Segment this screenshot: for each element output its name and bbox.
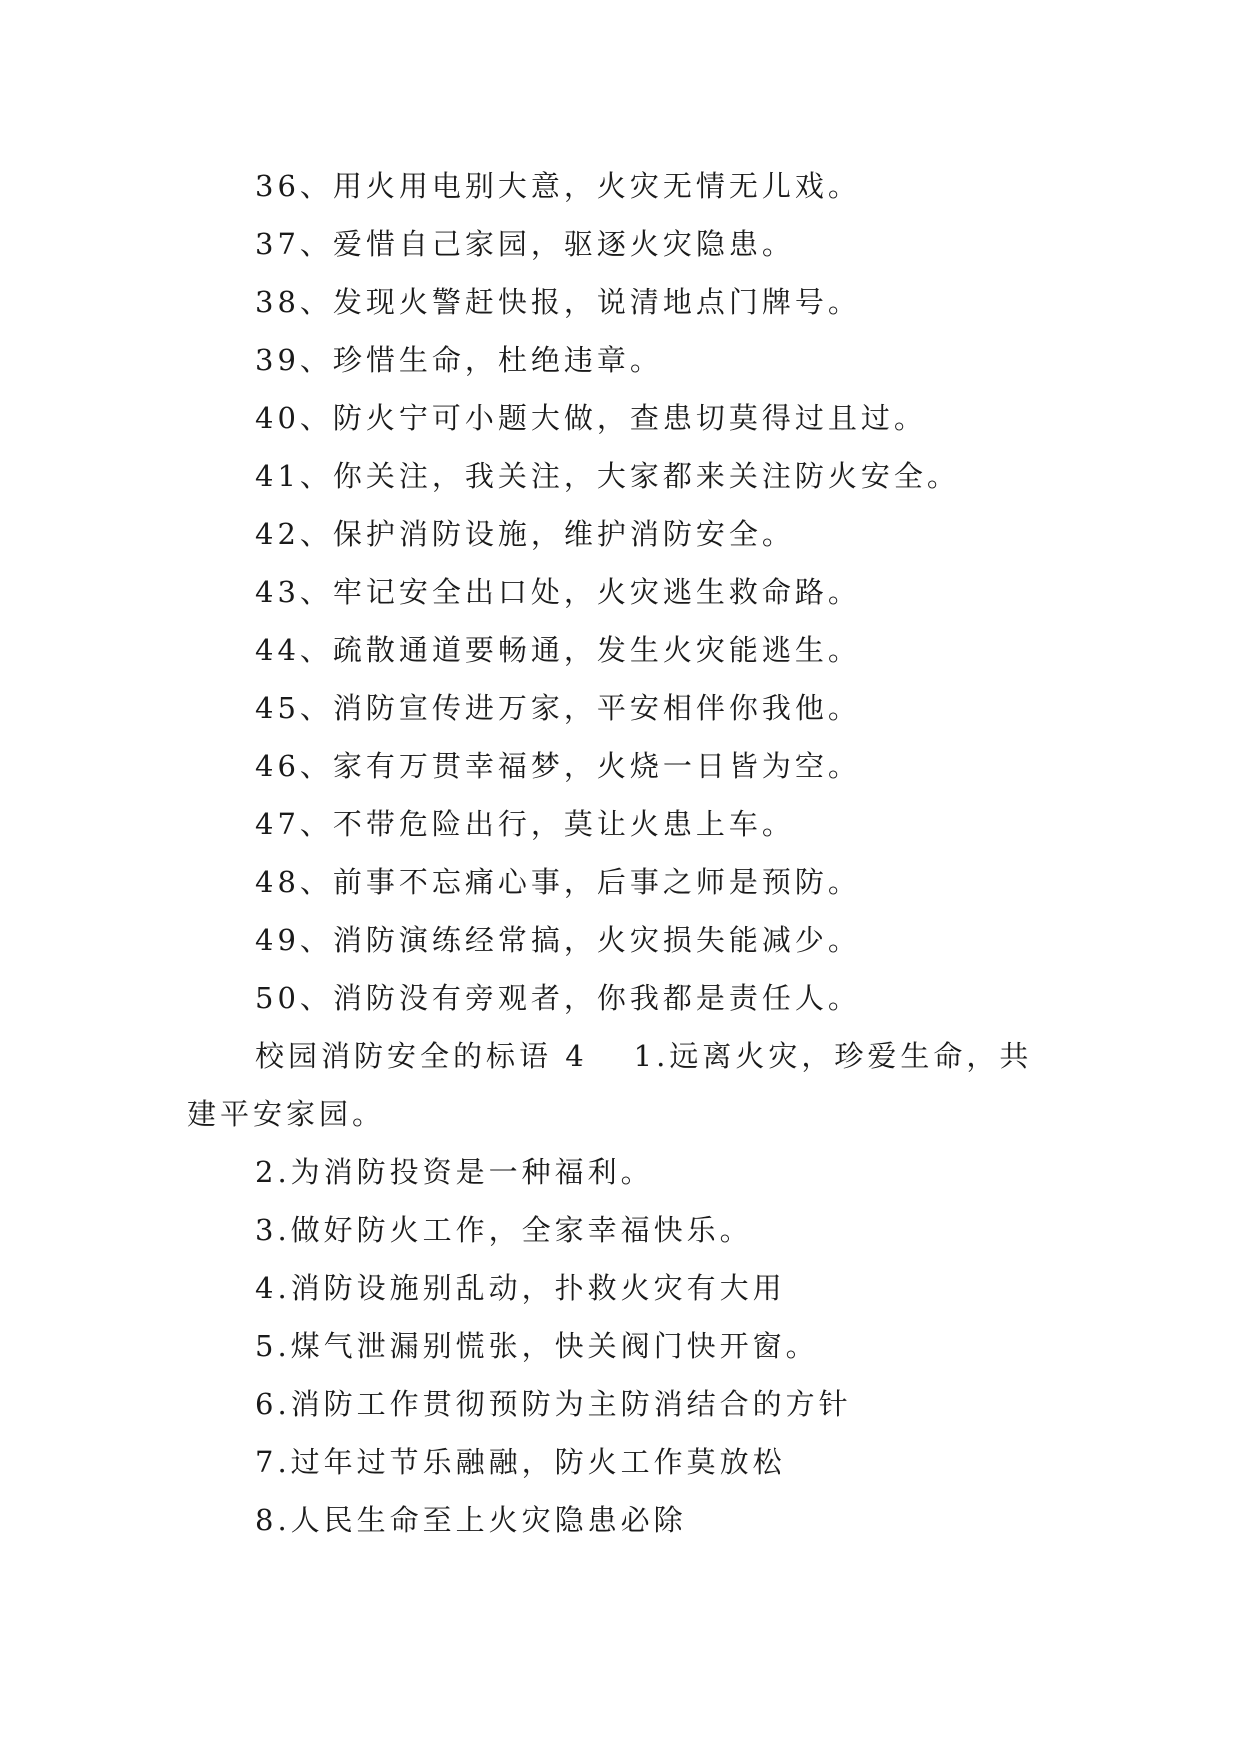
slogan-line: 4.消防设施别乱动，扑救火灾有大用: [255, 1271, 786, 1305]
slogan-line: 2.为消防投资是一种福利。: [255, 1155, 654, 1189]
slogan-line: 45、消防宣传进万家，平安相伴你我他。: [255, 691, 861, 725]
section-first-item: 1.远离火灾，珍爱生命，共: [633, 1039, 1033, 1073]
slogan-line: 49、消防演练经常搞，火灾损失能减少。: [255, 923, 861, 957]
slogan-line: 38、发现火警赶快报，说清地点门牌号。: [255, 285, 861, 319]
slogan-line: 3.做好防火工作，全家幸福快乐。: [255, 1213, 753, 1247]
slogan-line: 44、疏散通道要畅通，发生火灾能逃生。: [255, 633, 861, 667]
slogan-line: 5.煤气泄漏别慌张，快关阀门快开窗。: [255, 1329, 819, 1363]
slogan-line: 37、爱惜自己家园，驱逐火灾隐患。: [255, 227, 795, 261]
slogan-line: 36、用火用电别大意，火灾无情无儿戏。: [255, 169, 861, 203]
slogan-line: 8.人民生命至上火灾隐患必除: [255, 1503, 687, 1537]
slogan-line: 6.消防工作贯彻预防为主防消结合的方针: [255, 1387, 852, 1421]
section-heading: 校园消防安全的标语 4: [255, 1039, 588, 1073]
slogan-line: 39、珍惜生命，杜绝违章。: [255, 343, 663, 377]
slogan-line: 50、消防没有旁观者，你我都是责任人。: [255, 981, 861, 1015]
section-first-item-wrap: 建平安家园。: [187, 1097, 386, 1131]
slogan-line: 40、防火宁可小题大做，查患切莫得过且过。: [255, 401, 927, 435]
slogan-line: 43、牢记安全出口处，火灾逃生救命路。: [255, 575, 861, 609]
slogan-line: 7.过年过节乐融融，防火工作莫放松: [255, 1445, 786, 1479]
slogan-line: 47、不带危险出行，莫让火患上车。: [255, 807, 795, 841]
section-heading-line: [255, 1036, 1032, 1076]
slogan-line: 48、前事不忘痛心事，后事之师是预防。: [255, 865, 861, 899]
slogan-line: 46、家有万贯幸福梦，火烧一日皆为空。: [255, 749, 861, 783]
slogan-line: 42、保护消防设施，维护消防安全。: [255, 517, 795, 551]
slogan-line: 41、你关注，我关注，大家都来关注防火安全。: [255, 459, 960, 493]
